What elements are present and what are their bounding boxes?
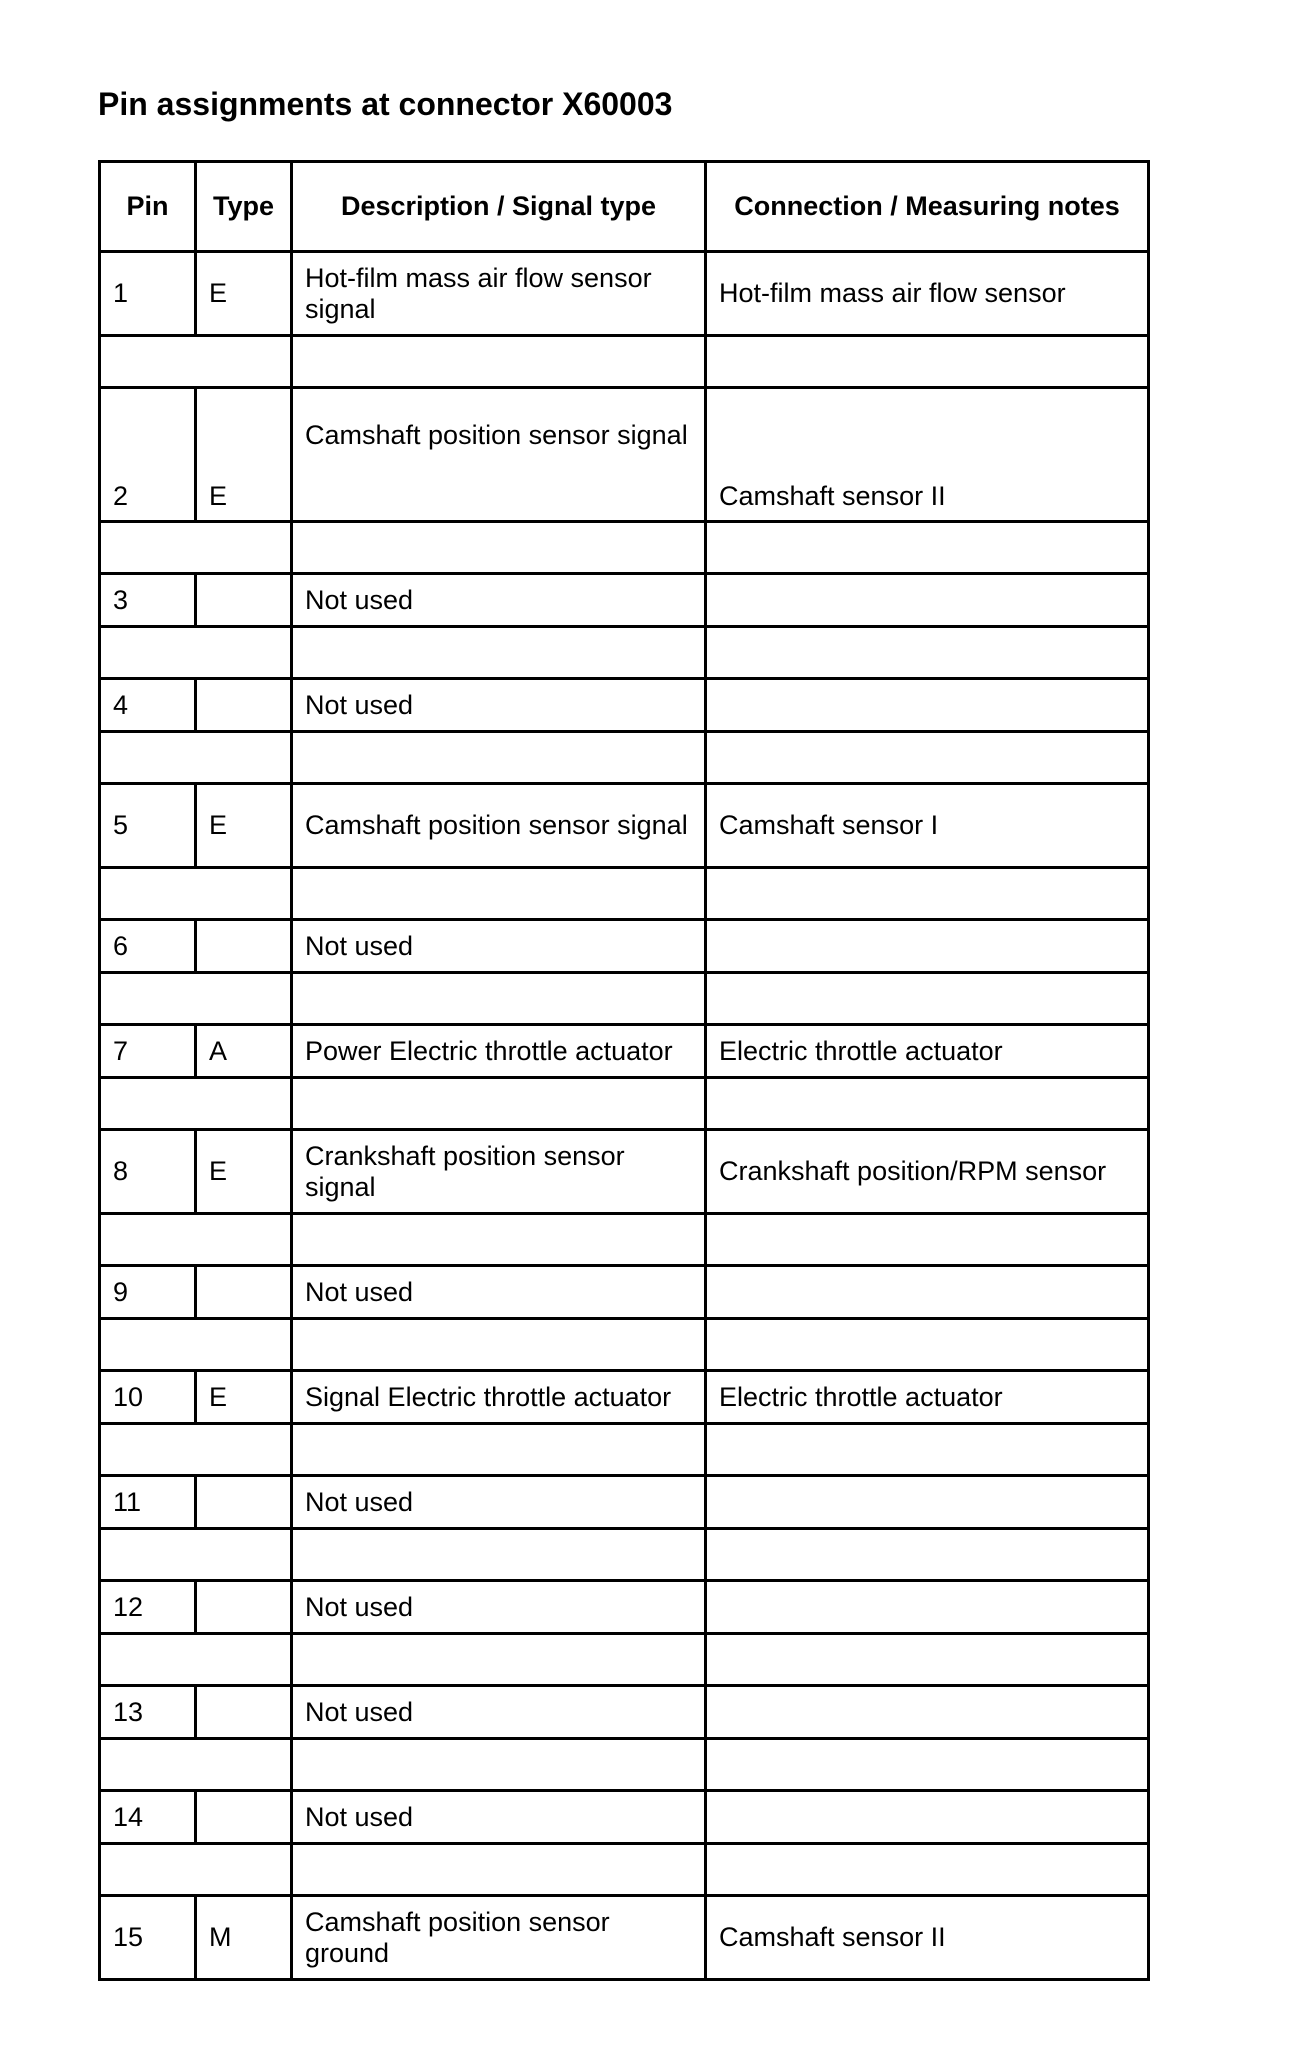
table-row <box>100 920 1149 973</box>
pin-cell: 15 <box>100 1896 196 1980</box>
description-cell: Camshaft position sensor signal <box>292 784 706 868</box>
pin-cell: 5 <box>100 784 196 868</box>
description-cell: Camshaft position sensor signal <box>292 388 706 522</box>
type-cell: E <box>196 252 292 336</box>
connection-cell: Electric throttle actuator <box>706 1025 1149 1078</box>
type-cell <box>196 1686 292 1739</box>
type-cell <box>196 574 292 627</box>
description-cell: Hot-film mass air flow sensor signal <box>292 252 706 336</box>
type-cell: E <box>196 1371 292 1424</box>
connection-cell: Camshaft sensor II <box>706 388 1149 522</box>
description-cell: Not used <box>292 1686 706 1739</box>
connection-cell: Crankshaft position/RPM sensor <box>706 1130 1149 1214</box>
description-cell: Not used <box>292 1266 706 1319</box>
table-row <box>100 1266 1149 1319</box>
table-row <box>100 1791 1149 1844</box>
pin-cell: 4 <box>100 679 196 732</box>
table-header-row <box>100 162 1149 252</box>
connection-cell <box>706 574 1149 627</box>
connection-cell: Camshaft sensor I <box>706 784 1149 868</box>
description-cell: Crankshaft position sensor signal <box>292 1130 706 1214</box>
spacer-row <box>100 973 1149 1025</box>
table-row <box>100 252 1149 336</box>
pin-cell: 13 <box>100 1686 196 1739</box>
type-cell: E <box>196 1130 292 1214</box>
type-cell: E <box>196 784 292 868</box>
pin-cell: 10 <box>100 1371 196 1424</box>
spacer-row <box>100 732 1149 784</box>
table-row <box>100 388 1149 522</box>
type-cell <box>196 1791 292 1844</box>
pin-cell: 3 <box>100 574 196 627</box>
spacer-row <box>100 1844 1149 1896</box>
type-cell: E <box>196 388 292 522</box>
connection-cell: Hot-film mass air flow sensor <box>706 252 1149 336</box>
description-cell: Signal Electric throttle actuator <box>292 1371 706 1424</box>
description-cell: Not used <box>292 920 706 973</box>
table-row <box>100 1581 1149 1634</box>
spacer-row <box>100 1529 1149 1581</box>
pin-cell: 14 <box>100 1791 196 1844</box>
spacer-row <box>100 1739 1149 1791</box>
table-row <box>100 1025 1149 1078</box>
table-row <box>100 574 1149 627</box>
table-row <box>100 1130 1149 1214</box>
type-cell: A <box>196 1025 292 1078</box>
type-cell <box>196 1476 292 1529</box>
connection-cell <box>706 1476 1149 1529</box>
spacer-row <box>100 336 1149 388</box>
table-row <box>100 784 1149 868</box>
header-type: Type <box>196 162 292 252</box>
pin-assignment-table <box>98 160 1150 1981</box>
description-cell: Camshaft position sensor ground <box>292 1896 706 1980</box>
description-cell: Not used <box>292 574 706 627</box>
pin-cell: 7 <box>100 1025 196 1078</box>
description-cell: Not used <box>292 1476 706 1529</box>
type-cell <box>196 1581 292 1634</box>
description-cell: Power Electric throttle actuator <box>292 1025 706 1078</box>
connection-cell: Camshaft sensor II <box>706 1896 1149 1980</box>
page-title: Pin assignments at connector X60003 <box>98 86 673 122</box>
connection-cell <box>706 1581 1149 1634</box>
table-row <box>100 1896 1149 1980</box>
pin-cell: 12 <box>100 1581 196 1634</box>
description-cell: Not used <box>292 679 706 732</box>
spacer-row <box>100 1214 1149 1266</box>
header-pin: Pin <box>100 162 196 252</box>
type-cell <box>196 1266 292 1319</box>
description-cell: Not used <box>292 1581 706 1634</box>
connection-cell <box>706 1686 1149 1739</box>
pin-cell: 8 <box>100 1130 196 1214</box>
header-description: Description / Signal type <box>292 162 706 252</box>
connection-cell: Electric throttle actuator <box>706 1371 1149 1424</box>
spacer-row <box>100 1424 1149 1476</box>
header-connection: Connection / Measuring notes <box>706 162 1149 252</box>
pin-cell: 2 <box>100 388 196 522</box>
table-row <box>100 679 1149 732</box>
connection-cell <box>706 1266 1149 1319</box>
table-row <box>100 1476 1149 1529</box>
spacer-row <box>100 1319 1149 1371</box>
connection-cell <box>706 679 1149 732</box>
spacer-row <box>100 868 1149 920</box>
table-row <box>100 1686 1149 1739</box>
pin-cell: 1 <box>100 252 196 336</box>
type-cell <box>196 920 292 973</box>
pin-cell: 6 <box>100 920 196 973</box>
pin-cell: 11 <box>100 1476 196 1529</box>
type-cell <box>196 679 292 732</box>
spacer-row <box>100 627 1149 679</box>
spacer-row <box>100 1078 1149 1130</box>
spacer-row <box>100 522 1149 574</box>
type-cell: M <box>196 1896 292 1980</box>
pin-cell: 9 <box>100 1266 196 1319</box>
connection-cell <box>706 920 1149 973</box>
spacer-row <box>100 1634 1149 1686</box>
connection-cell <box>706 1791 1149 1844</box>
table-row <box>100 1371 1149 1424</box>
description-cell: Not used <box>292 1791 706 1844</box>
